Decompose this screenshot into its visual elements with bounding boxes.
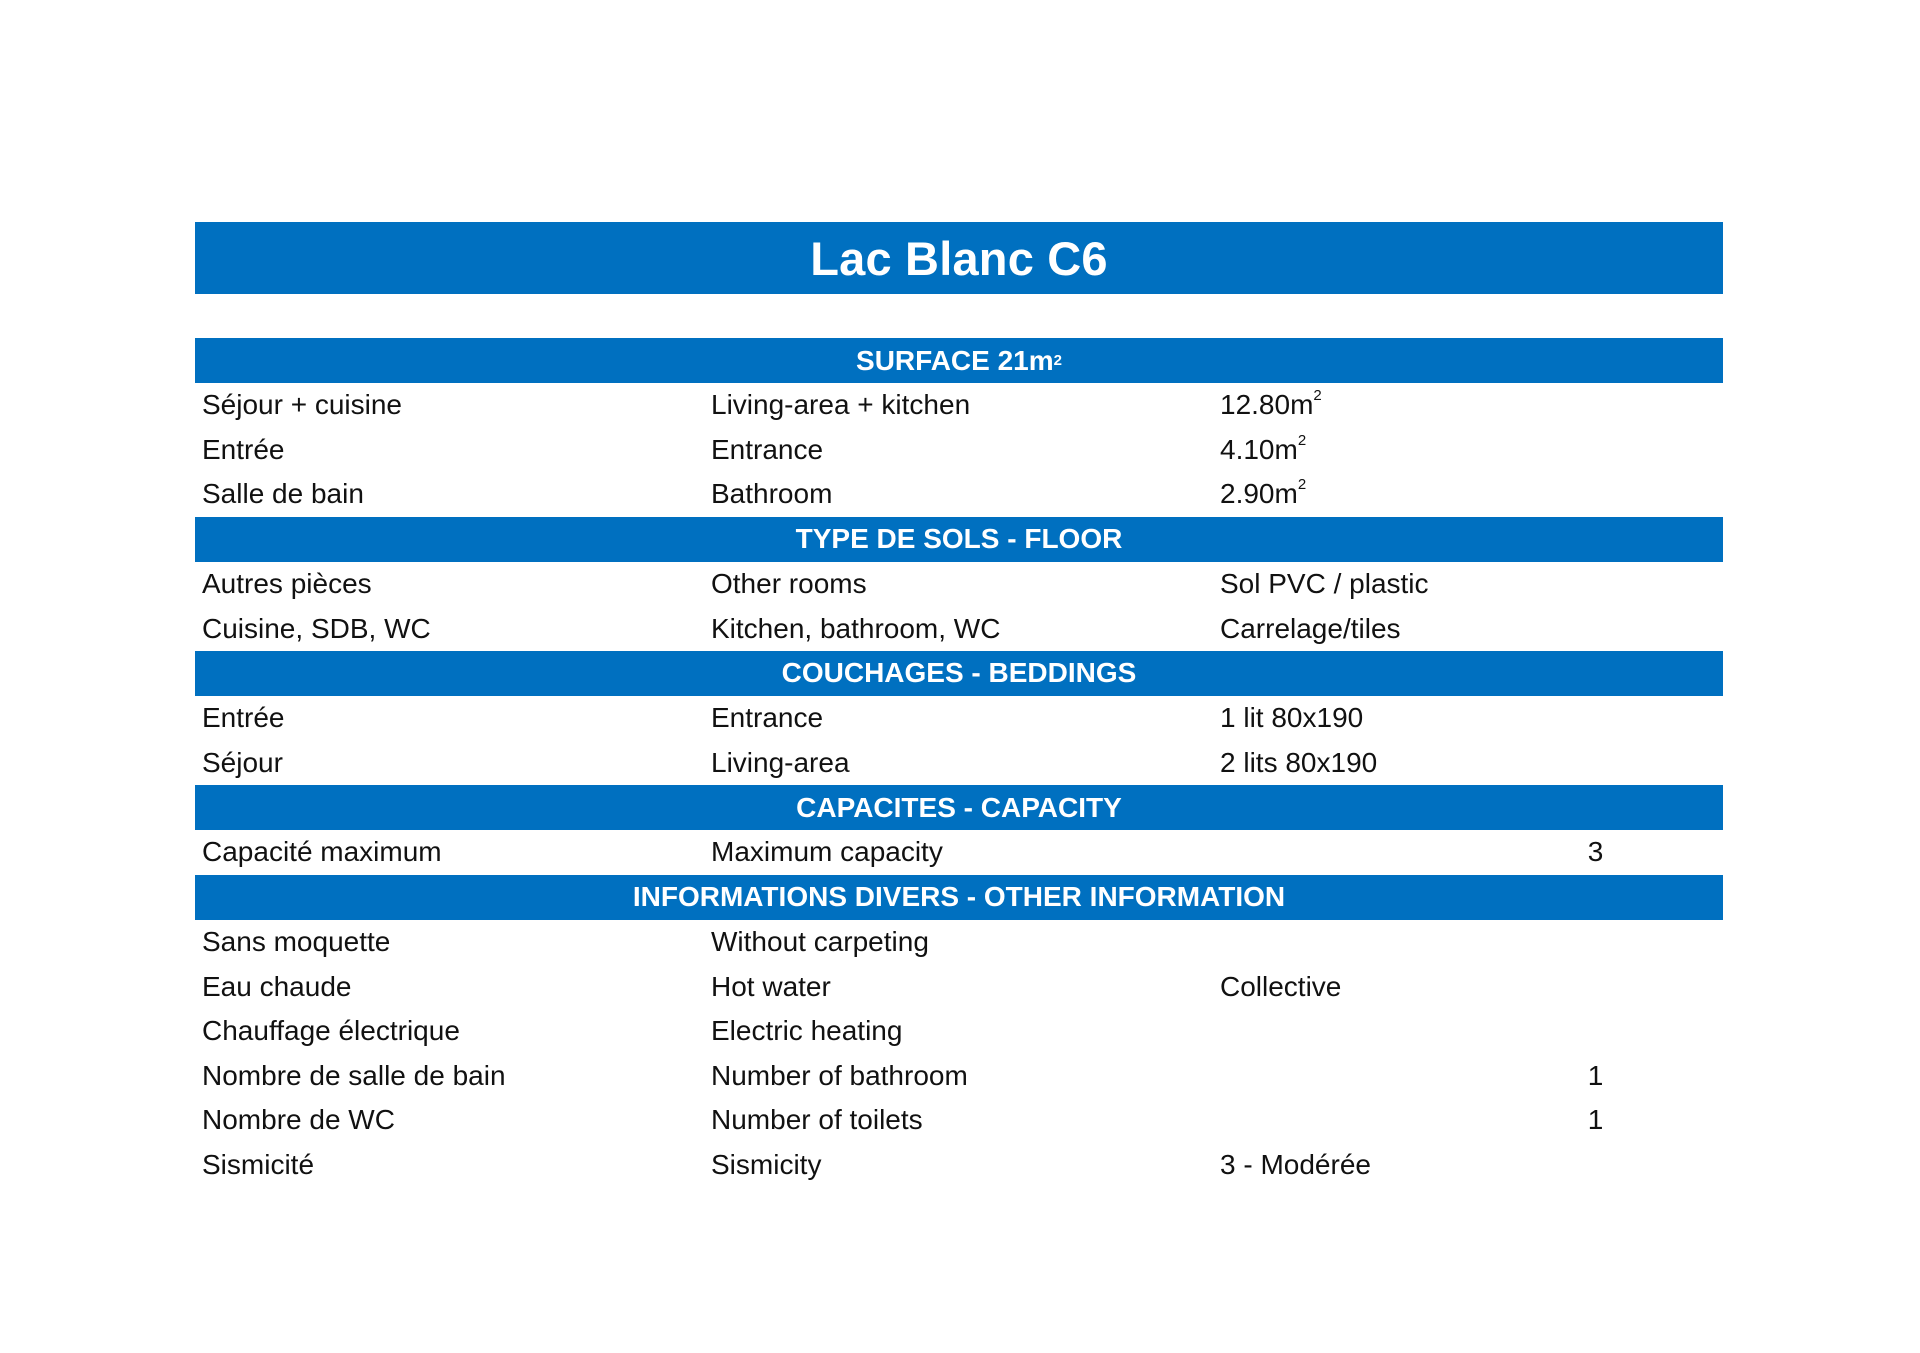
label-en: Number of bathroom	[711, 1059, 968, 1091]
value: 2.90m	[1220, 478, 1298, 510]
value: Carrelage/tiles	[1220, 612, 1401, 644]
superscript: 2	[1297, 476, 1307, 494]
table-row	[195, 428, 1723, 473]
label-en: Hot water	[711, 970, 831, 1002]
label-en: Entrance	[711, 433, 824, 465]
number-cell	[1468, 836, 1723, 868]
section-header-label: SURFACE 21m	[856, 344, 1054, 376]
label-en: Electric heating	[711, 1015, 903, 1047]
value: Collective	[1220, 970, 1342, 1002]
table-row	[195, 606, 1723, 651]
value: 3 - Modérée	[1220, 1149, 1371, 1181]
superscript: 2	[1313, 387, 1322, 405]
number-cell	[1468, 1060, 1723, 1092]
value: 2 lits 80x190	[1220, 746, 1378, 778]
value: 12.80m	[1220, 389, 1314, 421]
section-header-floor: TYPE DE SOLS - FLOOR	[195, 517, 1723, 562]
table-row	[195, 1143, 1723, 1188]
table-row	[195, 472, 1723, 517]
table-row	[195, 830, 1723, 875]
number-value: 3	[1587, 836, 1604, 868]
table-row	[195, 1009, 1723, 1054]
label-fr: Entrée	[202, 702, 285, 734]
label-en: Kitchen, bathroom, WC	[711, 612, 1001, 644]
value: Sol PVC / plastic	[1220, 568, 1429, 600]
label-en: Bathroom	[711, 478, 833, 510]
table-row	[195, 383, 1723, 428]
label-fr: Sismicité	[202, 1149, 315, 1181]
label-en: Living-area	[711, 746, 850, 778]
label-en: Living-area + kitchen	[711, 389, 971, 421]
section-header-other: INFORMATIONS DIVERS - OTHER INFORMATION	[195, 875, 1723, 920]
section-header-surface: SURFACE 21m 2	[195, 338, 1723, 383]
section-header-beddings: COUCHAGES - BEDDINGS	[195, 651, 1723, 696]
label-fr: Nombre de salle de bain	[202, 1059, 506, 1091]
number-value: 1	[1587, 1059, 1604, 1091]
label-en: Entrance	[711, 702, 824, 734]
label-fr: Autres pièces	[202, 568, 372, 600]
table-row	[195, 696, 1723, 741]
table-row	[195, 741, 1723, 786]
label-en: Maximum capacity	[711, 836, 943, 868]
table-row	[195, 562, 1723, 607]
label-fr: Cuisine, SDB, WC	[202, 612, 431, 644]
label-en: Other rooms	[711, 568, 867, 600]
value: 4.10m	[1220, 433, 1298, 465]
label-fr: Séjour	[202, 746, 283, 778]
label-fr: Capacité maximum	[202, 836, 442, 868]
label-fr: Salle de bain	[202, 478, 364, 510]
table-row	[195, 1098, 1723, 1143]
spacer	[195, 294, 1723, 338]
label-en: Number of toilets	[711, 1104, 923, 1136]
value: 1 lit 80x190	[1220, 702, 1364, 734]
label-fr: Entrée	[202, 433, 285, 465]
label-fr: Nombre de WC	[202, 1104, 395, 1136]
label-fr: Séjour + cuisine	[202, 389, 403, 421]
superscript: 2	[1297, 431, 1307, 449]
label-fr: Eau chaude	[202, 970, 352, 1002]
table-row	[195, 920, 1723, 965]
section-header-capacity: CAPACITES - CAPACITY	[195, 785, 1723, 830]
info-sheet	[195, 222, 1723, 1187]
table-row	[195, 964, 1723, 1009]
value-cell	[1213, 431, 1468, 466]
number-value: 1	[1587, 1104, 1604, 1136]
value-cell	[1213, 478, 1468, 510]
number-cell	[1468, 1104, 1723, 1136]
label-en: Sismicity	[711, 1149, 822, 1181]
label-fr: Chauffage électrique	[202, 1015, 460, 1047]
table-row	[195, 1054, 1723, 1099]
label-fr: Sans moquette	[202, 926, 391, 958]
label-en: Without carpeting	[711, 926, 929, 958]
value-cell	[1213, 389, 1468, 421]
page-title: Lac Blanc C6	[195, 222, 1723, 294]
